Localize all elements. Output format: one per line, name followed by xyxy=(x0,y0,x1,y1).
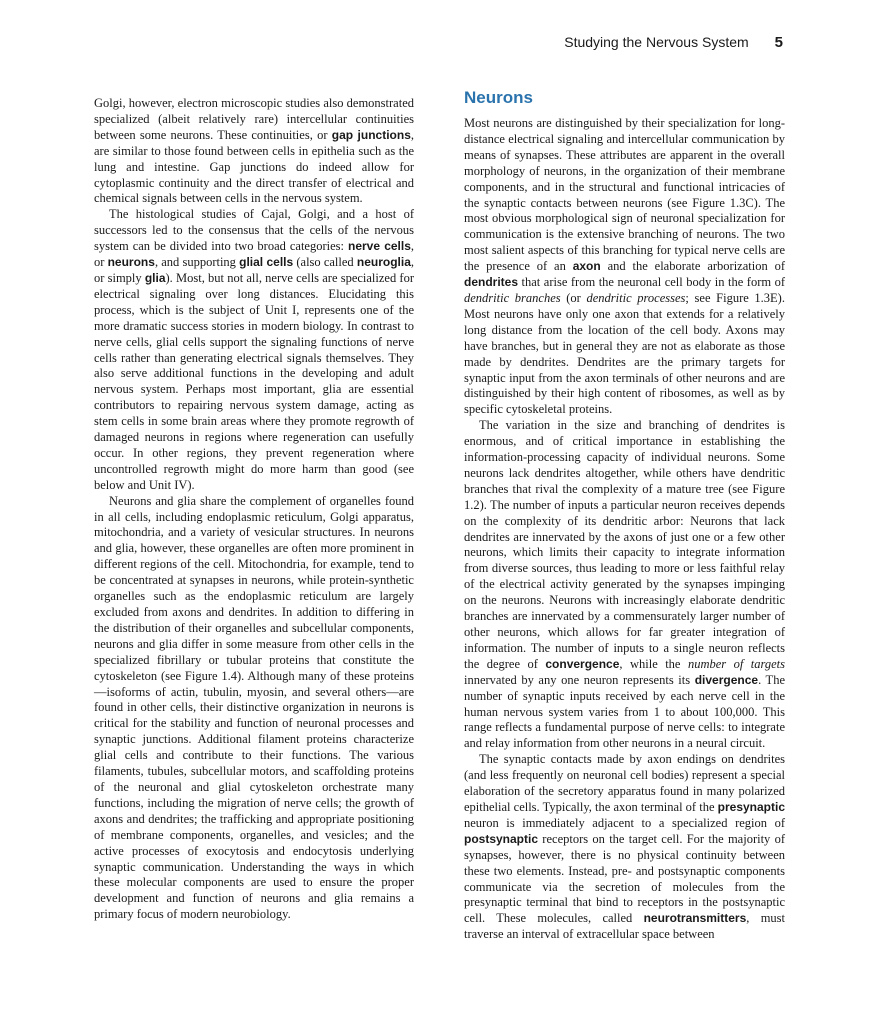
key-term: presynaptic xyxy=(717,799,785,814)
paragraph xyxy=(464,116,785,418)
text-run: ; see Figure 1.3E). Most neurons have only one axon that extends for a relatively long distance from the location of the cell body. Axons may have branches, but in general they are not as elaborate as those made by dendrites. Dendrites are the primary targets for synaptic input from the axon terminals of other neurons and are distinguished by their high content of ribosomes, as well as by specific cytoskeletal proteins. xyxy=(464,290,785,417)
italic-term: dendritic processes xyxy=(586,290,686,305)
page-number: 5 xyxy=(774,34,783,51)
text-run: The histological studies of Cajal, Golgi, and a host of successors led to the consensus that the cells of the nervous system can be divided into two broad categories: xyxy=(94,207,414,254)
paragraph xyxy=(94,494,414,923)
text-run: , or simply xyxy=(94,255,414,285)
right-column xyxy=(464,88,785,943)
text-run: , or xyxy=(94,239,415,270)
text-run: , while the xyxy=(619,656,688,671)
key-term: neurons xyxy=(107,255,155,270)
section-heading: Neurons xyxy=(464,88,533,107)
text-run: receptors on the target cell. For the majority of synapses, however, there is no physical continuity between these two elements. Instead, pre- and postsynaptic components communicate via the secretion of molecules from the presynaptic terminal that bind to receptors in the postsynaptic cell. These molecules, called xyxy=(464,831,785,926)
key-term: nerve cells xyxy=(347,239,411,254)
left-column xyxy=(94,96,414,923)
key-term: neuroglia xyxy=(356,255,411,270)
italic-term: dendritic branches xyxy=(464,290,561,305)
text-run: Golgi, however, electron microscopic studies also demonstrated specialized (albeit relatively rare) intercellular continuities between some neurons. These continuities, or xyxy=(94,96,414,142)
text-run: Neurons and glia share the complement of organelles found in all cells, including endoplasmic reticulum, Golgi apparatus, mitochondria, and a variety of vesicular structures. In neurons and glia, however, these organelles are often more prominent in different regions of the cell. Mitochondria, for example, tend to be concentrated at synapses in neurons, while protein-synthetic organelles such as the endoplasmic reticulum are largely excluded from axons and dendrites. In addition to differing in the distribution of their organelles and subcellular components, neurons and glia differ in some measure from other cells in the specialized fibrillary or tubular proteins that constitute the cytoskeleton (see Figure 1.4). Although many of these proteins—isoforms of actin, tubulin, myosin, and several others—are found in other cells, their distinctive organization in neurons is critical for the stability and function of neuronal processes and synaptic junctions. Additional filament proteins characterize glial cells and contribute to their functions. The various filaments, tubules, subcellular motors, and scaffolding proteins of the neuronal and glial cytoskeleton orchestrate many functions, including the migration of nerve cells; the growth of axons and dendrites; the trafficking and appropriate positioning of membrane components, organelles, and vesicles; and the active processes of exocytosis and endocytosis underlying synaptic communication. Understanding the ways in which these molecular components are used to ensure the proper development and function of neurons and glia remains a primary focus of modern neurobiology. xyxy=(94,493,414,922)
paragraph xyxy=(464,418,785,752)
text-run: innervated by any one neuron represents its xyxy=(464,672,695,687)
key-term: gap junctions xyxy=(331,127,411,142)
paragraph xyxy=(94,96,414,207)
key-term: convergence xyxy=(545,656,620,671)
key-term: axon xyxy=(572,259,601,274)
text-run: that arise from the neuronal cell body in the form of xyxy=(518,275,785,290)
key-term: divergence xyxy=(694,672,759,687)
key-term: postsynaptic xyxy=(464,831,539,846)
key-term: neurotransmitters xyxy=(643,911,747,926)
text-run: . The number of synaptic inputs received by each nerve cell in the human nervous system varies from 1 to about 100,000. This range reflects a fundamental purpose of nerve cells: to integrate and relay information from other neurons in a neural circuit. xyxy=(464,672,785,751)
text-run: , and supporting xyxy=(154,255,240,270)
text-run: neuron is immediately adjacent to a specialized region of xyxy=(464,815,785,830)
running-title: Studying the Nervous System xyxy=(564,34,749,50)
running-header xyxy=(564,34,783,51)
text-run: Most neurons are distinguished by their specialization for long-distance electrical signaling and intercellular communication by means of synapses. These attributes are apparent in the overall morphology of neurons, in the organization of their membrane components, and in the structural and functional intricacies of the synaptic contacts between neurons (see Figure 1.3C). The most obvious morphological sign of neuronal specialization for communication is the extensive branching of neurons. The two most salient aspects of this branching for typical nerve cells are the presence of an xyxy=(464,116,785,274)
key-term: glial cells xyxy=(239,255,294,270)
italic-term: number of targets xyxy=(687,656,786,671)
paragraph xyxy=(94,207,414,493)
text-run: , must traverse an interval of extracellular space between xyxy=(464,911,786,942)
text-run: The variation in the size and branching of dendrites is enormous, and of critical importance in establishing the information-processing capacity of individual neurons. Some neurons lack dendrites altogether, while others have dendritic branches that rival the complexity of a mature tree (see Figure 1.2). The number of inputs a particular neuron receives depends on the complexity of its dendritic arbor: Neurons that lack dendrites are innervated by the axons of just one or a few other neurons, which limits their capacity to integrate information from diverse sources, thus leading to more or less faithful relay of the electrical activity generated by the synapses impinging on the neurons. Neurons with increasingly elaborate dendritic branches are innervated by a commensurately larger number of other neurons, which allows for far greater integration of information. The number of inputs to a single neuron reflects the degree of xyxy=(464,418,785,671)
text-run: (or xyxy=(560,290,587,305)
key-term: glia xyxy=(144,270,166,285)
paragraph xyxy=(464,752,785,943)
text-run: (also called xyxy=(293,255,357,270)
text-run: , are similar to those found between cells in epithelia such as the lung and intestine. Gap junctions do indeed allow for cytoplasmic continuity and the direct transfer of electrical and chemical signals between cells in the nervous system. xyxy=(94,127,415,206)
key-term: dendrites xyxy=(464,275,519,290)
text-run: The synaptic contacts made by axon endings on dendrites (and less frequently on neuronal cell bodies) represent a special elaboration of the secretory apparatus found in many polarized epithelial cells. Typically, the axon terminal of the xyxy=(464,752,785,814)
text-run: and the elaborate arborization of xyxy=(600,259,786,274)
text-run: ). Most, but not all, nerve cells are specialized for electrical signaling over long distances. Elucidating this process, which is the subject of Unit I, represents one of the more dramatic success stories in modern biology. In contrast to nerve cells, glial cells support the signaling functions of nerve cells rather than generating electrical signals themselves. They also serve additional functions in the developing and adult nervous system. Perhaps most important, glia are essential contributors to repairing nervous system damage, acting as stem cells in some brain areas where they promote regrowth of damaged neurons in regions where regeneration can usefully occur. In other regions, they prevent regeneration where uncontrolled regrowth might do more harm than good (see below and Unit IV). xyxy=(94,270,414,492)
